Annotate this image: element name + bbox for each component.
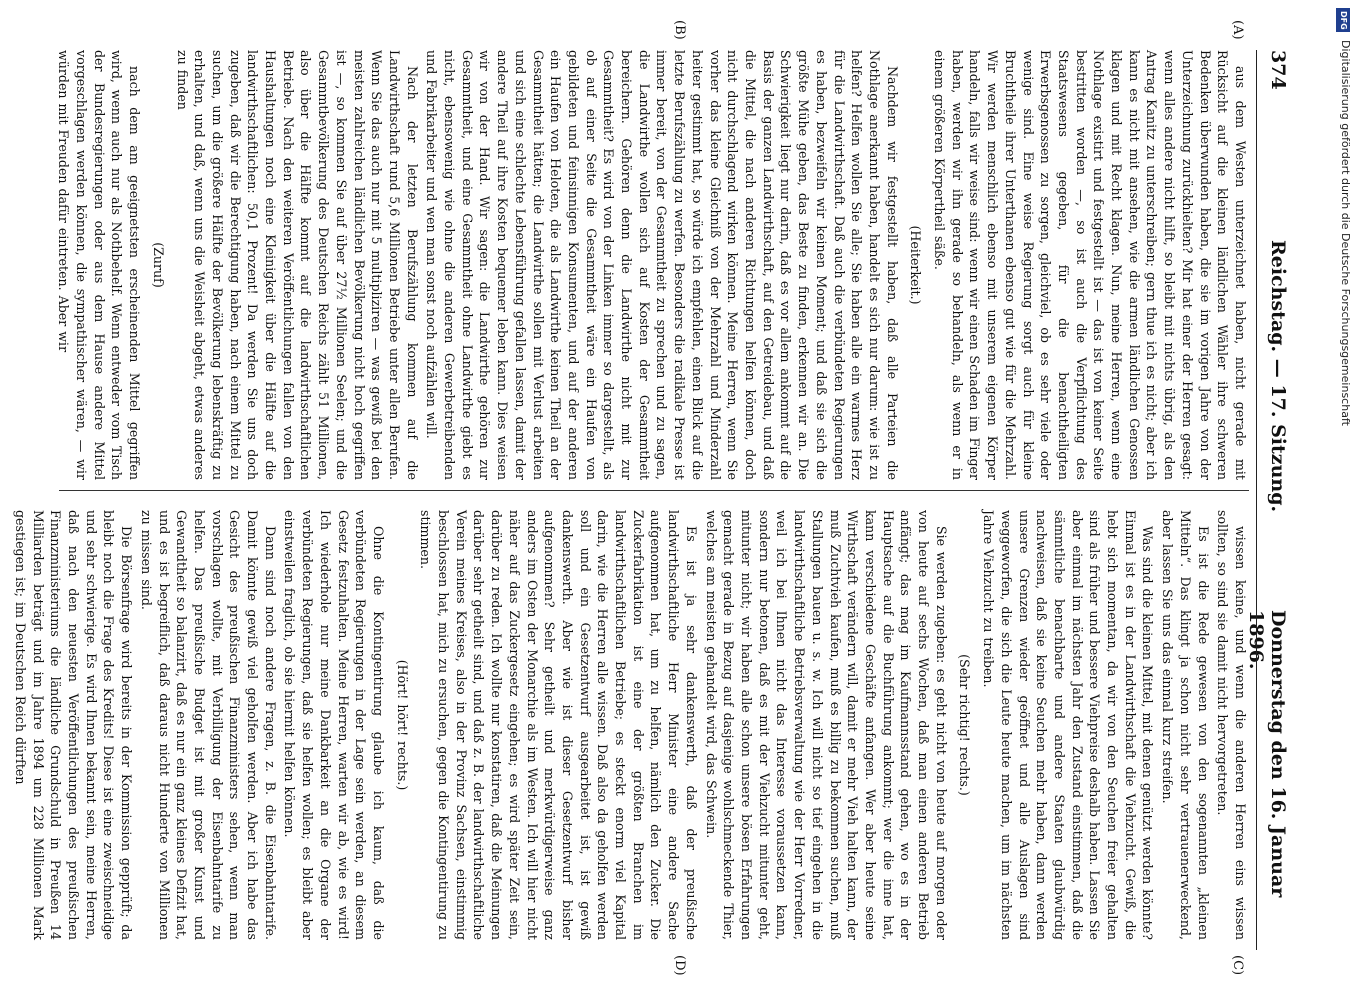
margin-marker-d: (D) [672, 955, 687, 976]
text-column-right [12, 510, 1249, 940]
paragraph: Nachdem wir festgestellt haben, daß alle Parteien die Nothlage anerkannt haben, handelt es sich nur darum: wie ist zu helfen? Helfen wollen Sie alle; Sie haben alle ein warmes Herz für die Landwirthschaft. Daß auch die verbündeten Regierungen es haben, bezweifeln wir keinen Moment; und daß sie sich die größte Mühe geben, das Beste zu finden, erkennen wir an. Die Schwierigkeit liegt nur darin, daß es vor allem ankommt auf die Basis der ganzen Landwirthschaft, auf den Getreidebau, und daß die Mittel, die nach anderen Richtungen helfen können, doch nicht durchschlagend wirken können. Meine Herren, wenn Sie vorher das kleine Gleichniß von der Mehrzahl und Minderzahl heiter gestimmt hat, so würde ich empfehlen, einen Blick auf die letzte Berufszählung zu werfen. Besonders die radikale Presse ist immer bereit, von der Gesammtheit zu sprechen und zu sagen, die Landwirthe wollen sich auf Kosten der Gesammtheit bereichern. Gehören denn die Landwirthe nicht mit zur Gesammtheit? Es wird von der Linken immer so dargestellt, als ob auf einer Seite die Gesammtheit wäre ein Haufen von gebildeten und feinsinnigen Konsumenten, und auf der anderen ein Haufen von Heloten, die als Landwirthe keinen Theil an der Gesammtheit hätten; die Landwirthe sollen mit Verlust arbeiten und sich eine schlechte Lebensführung gefallen lassen, damit der andere Theil auf ihre Kosten bequemer leben kann. Dies weisen wir von der Hand. Wir sagen: die Landwirthe gehören zur Gesammtheit, und eine Gesammtheit ohne Landwirthe giebt es nicht, ebensowenig wie ohne die anderen Gewerbetreibenden und Fabrikarbeiter und wen man sonst noch aufzählen will. [424, 50, 900, 480]
session-title: Reichstag. — 17. Sitzung. [1267, 240, 1289, 513]
text-column-left [56, 50, 1249, 480]
margin-marker-b: (B) [672, 20, 687, 40]
page-header [1245, 50, 1297, 950]
paragraph: nach dem am geeignetsten erscheinenden Mittel gegriffen wird, wenn auch nur als Nothbehelf. Wenn entweder vom Tisch der Bundesregierungen oder aus dem Hause andere Mittel vorgeschlagen werden können, die sympathischer wären, — wir würden mit Freuden dafür eintreten. Aber wir [56, 50, 143, 480]
session-date: Donnerstag den 16. Januar 1896. [1245, 610, 1289, 898]
rotated-page-content [12, 0, 1327, 1000]
paragraph: aus dem Westen unterzeichnet haben, nicht gerade mit Rücksicht auf die kleinen ländlichen Wähler ihre schweren Bedenken überwunden haben, die sie im vorigen Jahre von der Unterzeichnung zurückhielten? Mir hat einer der Herren gesagt: wenn alles andere nicht hilft, so bleibt mit nichts übrig, als den Antrag Kanitz zu unterschreiben; gern thue ich es nicht; aber ich kann es nicht mit ansehen, wie die armen ländlichen Genossen klagen und mit Recht klagen. Nun, meine Herren, wenn eine Nothlage existirt und festgestellt ist — das ist von keiner Seite bestritten worden —, so ist auch die Verpflichtung des Staatswesens gegeben, für die benachtheiligten Erwerbsgenossen zu sorgen, gleichviel, ob es sehr viele oder wenige sind. Eine weise Regierung sorgt auch für kleine Bruchtheile ihrer Unterthanen ebenso gut wie für die Mehrzahl. Wir werden menschlich ebenso mit unserem eigenen Körper handeln, falls wir weise sind: wenn wir einen Schaden im Finger haben, werden wir ihn gerade so behandeln, als wenn er in einem größeren Körpertheil säße. [932, 50, 1248, 480]
paragraph: Es ist die Rede gewesen von den sogenannten „kleinen Mitteln“. Das klingt ja schon nicht sehr vertrauenerweckend, aber lassen Sie uns das einmal kurz streifen. [1160, 510, 1211, 940]
page-number: 374 [1267, 50, 1289, 90]
interjection: (Heiterkeit.) [908, 225, 924, 305]
interjection: (Hört! hört! rechts.) [394, 659, 410, 791]
paragraph: Es ist ja sehr dankenswerth, daß der preußische landwirthschaftliche Herr Minister eine andere Sache aufgenommen hat, um zu helfen, nämlich den Zucker. Die Zuckerfabrikation ist eine der größten Branchen im landwirthschaftlichen Betriebe; es steckt enorm viel Kapital darin, wie die Herren alle wissen. Daß also da geholfen werden soll und ein Gesetzentwurf ausgearbeitet ist, ist gewiß dankenswerth. Aber wie ist dieser Gesetzentwurf bisher aufgenommen? Sehr getheilt und merkwürdigerweise ganz anders im Osten der Monarchie als im Westen. Ich will hier nicht näher auf das Zuckergesetz eingehen; es wird später Zeit sein, darüber zu reden. Ich wollte nur konstatiren, daß die Meinungen darüber sehr getheilt sind, und daß z. B. der landwirthschaftliche Verein meines Kreises, also in der Provinz Sachsen, einstimmig beschlossen hat, mich zu ersuchen, gegen die Kontingentirung zu stimmen. [418, 510, 699, 940]
paragraph: wissen keine, und wenn die anderen Herren eins wissen sollten, so sind sie damit nicht hervorgetreten. [1215, 510, 1248, 940]
paragraph: Sie werden zugeben: es geht nicht von heute auf morgen oder von heute auf sechs Wochen, daß man einen anderen Betrieb anfängt; das mag im Kaufmannsstand gehen, wo es in der Hauptsache auf die Buchführung ankommt; wer die inne hat, kann verschiedene Geschäfte anfangen. Wer aber heute seine Wirthschaft verändern will, damit er mehr Vieh halten kann, der muß Zuchtvieh kaufen, muß es billig zu bekommen suchen, muß Stallungen bauen u. s. w. Ich will nicht so tief eingehen in die landwirthschaftliche Betriebsverwaltung wie der Herr Vorredner, weil ich bei Ihnen nicht das Interesse voraussetzen kann, sondern nur betonen, daß es mit der Viehzucht mitunter geht, mitunter nicht; wir haben alle schon unsere bösen Erfahrungen gemacht gerade in Bezug auf dasjenige wohlschmeckende Thier, welches am meisten gehandelt wird, das Schwein. [703, 510, 949, 940]
paragraph: Dann sind noch andere Fragen, z. B. die Eisenbahntarife. Damit könnte gewiß viel geholfen werden. Aber ich habe das Gesicht des preußischen Finanzministers sehen, wenn man vorschlagen wollte, mit Verbilligung der Eisenbahntarife zu helfen. Das preußische Budget ist mit großer Kunst und Gewandtheit so balanzirt, daß es nur ein ganz kleines Defizit hat, und es ist begreiflich, daß daraus nicht Hunderte von Millionen zu missen sind. [138, 510, 278, 940]
paragraph: Ohne die Kontingentirung glaube ich kaum, daß die verbündeten Regierungen in der Lage sein werden, an diesem Gesetz festzuhalten. Meine Herren, warten wir ab, wie es wird! Ich wiederhole nur meine Dankbarkeit an die Organe der verbündeten Regierungen, daß sie helfen wollen; es bleibt aber einstweilen fraglich, ob sie hiermit helfen können. [282, 510, 386, 940]
paragraph: Was sind die kleinen Mittel, mit denen genützt werden könnte? Einmal ist es in der Landwirthschaft die Viehzucht. Gewiß, die hebt sich momentan, da wir von den Seuchen freier gehalten sind als früher und bessere Viehpreise deshalb haben. Lassen Sie aber einmal im nächsten Jahr den Zustand einstimmen, daß die sämmtliche benachbarte und andere Staaten glaubwürdig nachweisen, daß sie keine Seuchen mehr haben, dann werden unsere Grenzen wieder geöffnet und alle Auslagen sind weggeworfen, die sich die Leute heute machen, um im nächsten Jahre Viehzucht zu treiben. [981, 510, 1156, 940]
dfg-logo: DFG [1336, 8, 1350, 32]
interjection: (Zuruf) [150, 242, 166, 288]
digitization-credit: Digitalisierung gefördert durch die Deutsche Forschungsgemeinschaft [1339, 40, 1352, 426]
header-rule [1256, 50, 1257, 950]
interjection: (Sehr richtig! rechts.) [957, 654, 973, 796]
column-separator [59, 490, 1249, 491]
margin-marker-c: (C) [1230, 955, 1245, 976]
margin-marker-a: (A) [1230, 20, 1245, 40]
paragraph: Nach der letzten Berufszählung kommen auf die Landwirthschaft rund 5,6 Millionen Betriebe unter allen Berufen. Wenn Sie das auch nur mit 5 multipliziren — was gewiß bei den meisten zahlreichen ländlichen Bevölkerung nicht hoch gegriffen ist —, so kommen Sie auf über 27½ Millionen Seelen; und die Gesammtbevölkerung des Deutschen Reichs zählt 51 Millionen, also über die Hälfte kommt auf die landwirthschaftlichen Betriebe. Nach den weiteren Veröffentlichungen fallen von den Haushaltungen noch eine Kleinigkeit über die Hälfte auf die landwirthschaftlichen: 50,1 Prozent! Da werden Sie uns doch zugeben, daß wir die Berechtigung haben, nach einem Mittel zu suchen, um die größere Hälfte der Bevölkerung lebenskräftig zu erhalten, und daß, wenn uns die Weisheit abgeht, etwas anderes zu finden [174, 50, 420, 480]
paragraph: Die Börsenfrage wird bereits in der Kommission gepprüft; da bleibt noch die Frage des Kredits! Diese ist eine zweischneidige und sehr schwierige. Es wird Ihnen bekannt sein, meine Herren, daß nach den neuesten Veröffentlichungen des preußischen Finanzministeriums die ländliche Grundschuld in Preußen 14 Milliarden beträgt und im Jahre 1894 um 228 Millionen Mark gestiegen ist; im Deutschen Reich dürften [12, 510, 135, 940]
